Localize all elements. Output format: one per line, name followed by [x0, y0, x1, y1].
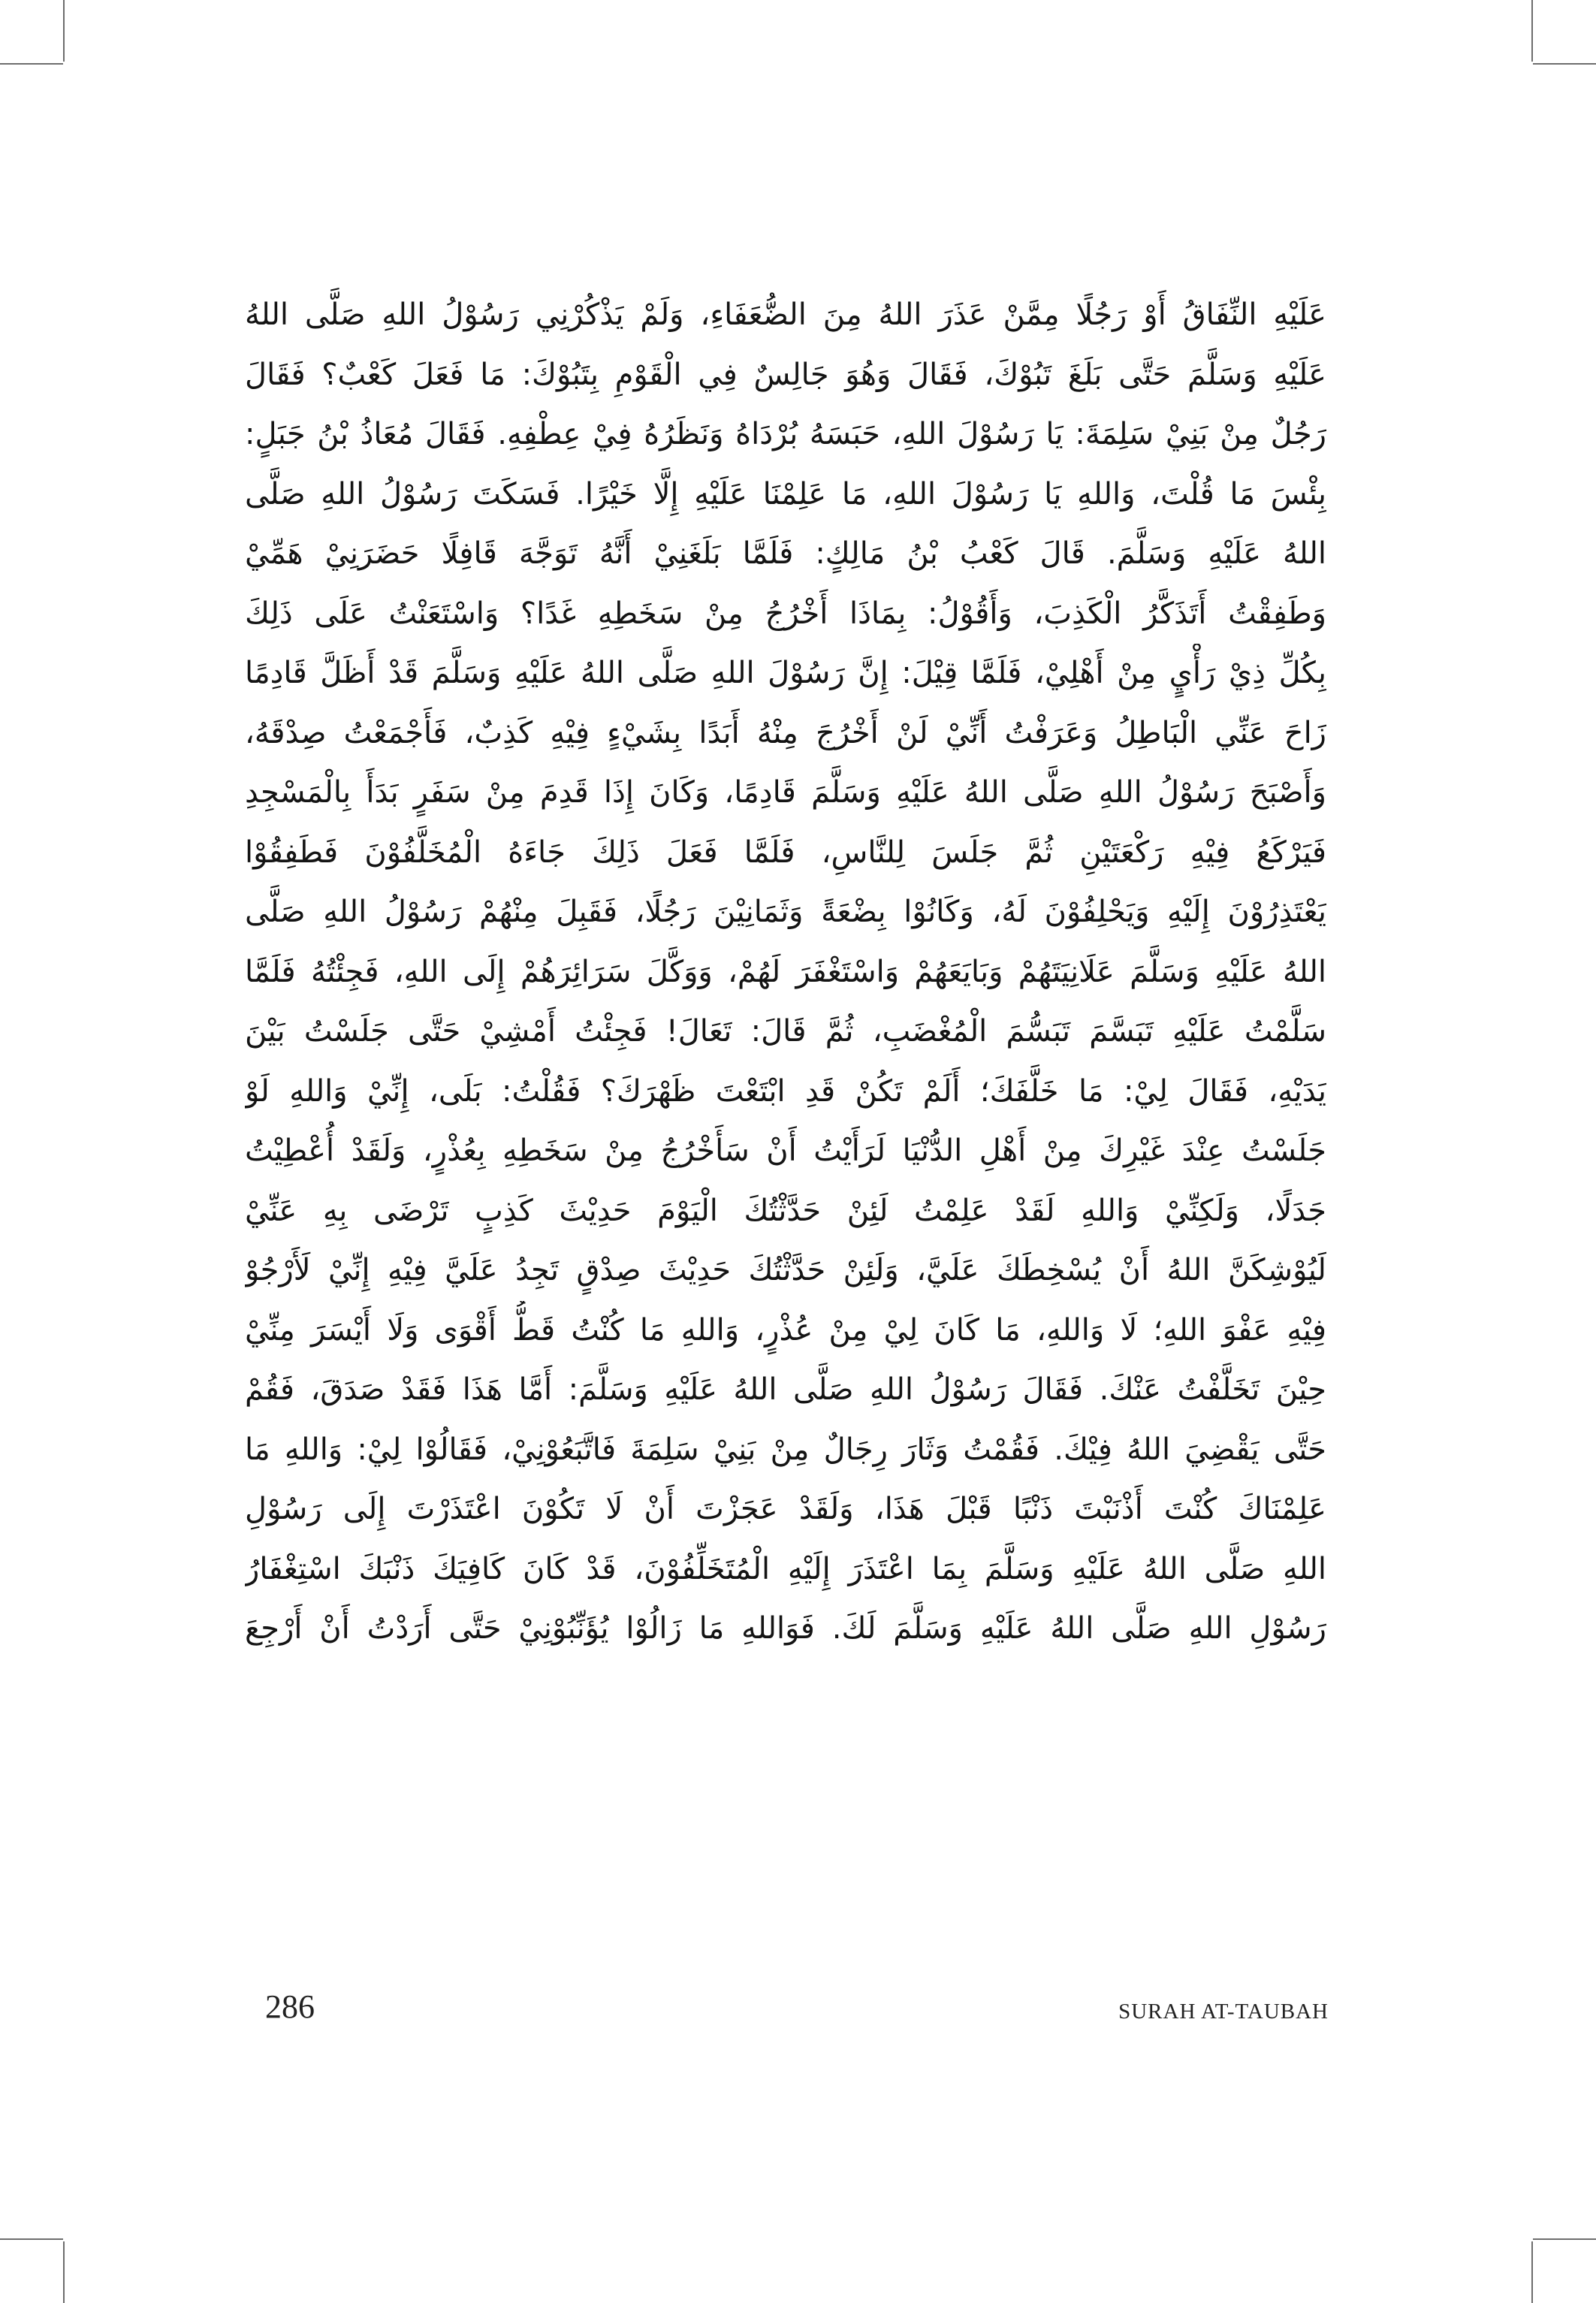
text-line: زَاحَ عَنِّي الْبَاطِلُ وَعَرَفْتُ أَنِّيْ لَنْ أَخْرُجَ مِنْهُ أَبَدًا بِشَيْءٍ فِيْهِ كَذِبٌ، فَأَجْمَعْتُ صِدْقَهُ، [245, 715, 1326, 750]
crop-mark-bottom-left-horizontal [0, 2238, 63, 2240]
text-line: بِكُلِّ ذِيْ رَأْيٍ مِنْ أَهْلِيْ، فَلَمَّا قِيْلَ: إِنَّ رَسُوْلَ اللهِ صَلَّى اللهُ عَلَيْهِ وَسَلَّمَ قَدْ أَظَلَّ قَادِمًا [245, 656, 1326, 690]
crop-mark-top-left-horizontal [0, 63, 63, 65]
text-line: جَدَلًا، وَلَكِنِّيْ وَاللهِ لَقَدْ عَلِمْتُ لَئِنْ حَدَّثْتُكَ الْيَوْمَ حَدِيْثَ كَذِبٍ تَرْضَى بِهِ عَنِّيْ [245, 1193, 1326, 1228]
page-number: 286 [265, 1988, 315, 2025]
text-line: يَدَيْهِ، فَقَالَ لِيْ: مَا خَلَّفَكَ؛ أَلَمْ تَكُنْ قَدِ ابْتَعْتَ ظَهْرَكَ؟ فَقُلْتُ: بَلَى، إِنِّيْ وَاللهِ لَوْ [245, 1073, 1326, 1109]
text-line: بِئْسَ مَا قُلْتَ، وَاللهِ يَا رَسُوْلَ اللهِ، مَا عَلِمْنَا عَلَيْهِ إِلَّا خَيْرًا. فَسَكَتَ رَسُوْلُ اللهِ صَلَّى [245, 476, 1326, 512]
text-line: فَيَرْكَعُ فِيْهِ رَكْعَتَيْنِ ثُمَّ جَلَسَ لِلنَّاسِ، فَلَمَّا فَعَلَ ذَلِكَ جَاءَهُ الْمُخَلَّفُوْنَ فَطَفِقُوْا [245, 835, 1326, 870]
text-line: فِيْهِ عَفْوَ اللهِ؛ لَا وَاللهِ، مَا كَانَ لِيْ مِنْ عُذْرٍ، وَاللهِ مَا كُنْتُ قَطُّ أَقْوَى وَلَا أَيْسَرَ مِنِّيْ [245, 1312, 1326, 1348]
crop-mark-bottom-right-vertical [1531, 2241, 1533, 2303]
text-line: عَلَيْهِ النِّفَاقُ أَوْ رَجُلًا مِمَّنْ عَذَرَ اللهُ مِنَ الضُّعَفَاءِ، وَلَمْ يَذْكُرْنِي رَسُوْلُ اللهِ صَلَّى اللهُ [245, 297, 1326, 332]
text-line: رَسُوْلِ اللهِ صَلَّى اللهُ عَلَيْهِ وَسَلَّمَ لَكَ. فَوَاللهِ مَا زَالُوْا يُؤَنِّبُوْنِيْ حَتَّى أَرَدْتُ أَنْ أَرْجِعَ [245, 1611, 1326, 1646]
text-line: يَعْتَذِرُوْنَ إِلَيْهِ وَيَحْلِفُوْنَ لَهُ، وَكَانُوْا بِضْعَةً وَثَمَانِيْنَ رَجُلًا، فَقَبِلَ مِنْهُمْ رَسُوْلُ اللهِ صَلَّى [245, 895, 1326, 929]
text-line: سَلَّمْتُ عَلَيْهِ تَبَسَّمَ تَبَسُّمَ الْمُغْضَبِ، ثُمَّ قَالَ: تَعَالَ! فَجِئْتُ أَمْشِيْ حَتَّى جَلَسْتُ بَيْنَ [245, 1014, 1326, 1049]
text-line: لَيُوْشِكَنَّ اللهُ أَنْ يُسْخِطَكَ عَلَيَّ، وَلَئِنْ حَدَّثْتُكَ حَدِيْثَ صِدْقٍ تَجِدُ عَلَيَّ فِيْهِ إِنِّيْ لَأَرْجُوْ [245, 1253, 1326, 1287]
running-footer-title: SURAH AT-TAUBAH [1118, 2000, 1329, 2024]
text-line: وَطَفِقْتُ أَتَذَكَّرُ الْكَذِبَ، وَأَقُوْلُ: بِمَاذَا أَخْرُجُ مِنْ سَخَطِهِ غَدًا؟ وَاسْتَعَنْتُ عَلَى ذَلِكَ [245, 596, 1326, 631]
crop-mark-top-left-vertical [63, 0, 65, 62]
text-line: اللهُ عَلَيْهِ وَسَلَّمَ عَلَانِيَتَهُمْ وَبَايَعَهُمْ وَاسْتَغْفَرَ لَهُمْ، وَوَكَّلَ سَرَائِرَهُمْ إِلَى اللهِ، فَجِئْتُهُ فَلَمَّا [245, 954, 1326, 989]
crop-mark-top-right-vertical [1531, 0, 1533, 62]
text-line: عَلَيْهِ وَسَلَّمَ حَتَّى بَلَغَ تَبُوْكَ، فَقَالَ وَهُوَ جَالِسٌ فِي الْقَوْمِ بِتَبُوْكَ: مَا فَعَلَ كَعْبٌ؟ فَقَالَ [245, 357, 1326, 392]
text-line: اللهِ صَلَّى اللهُ عَلَيْهِ وَسَلَّمَ بِمَا اعْتَذَرَ إِلَيْهِ الْمُتَخَلِّفُوْنَ، قَدْ كَانَ كَافِيَكَ ذَنْبَكَ اسْتِغْفَارُ [245, 1551, 1326, 1586]
text-line: حِيْنَ تَخَلَّفْتُ عَنْكَ. فَقَالَ رَسُوْلُ اللهِ صَلَّى اللهُ عَلَيْهِ وَسَلَّمَ: أَمَّا هَذَا فَقَدْ صَدَقَ، فَقُمْ [245, 1372, 1326, 1407]
crop-mark-bottom-right-horizontal [1533, 2238, 1596, 2240]
crop-mark-top-right-horizontal [1533, 63, 1596, 65]
text-line: وَأَصْبَحَ رَسُوْلُ اللهِ صَلَّى اللهُ عَلَيْهِ وَسَلَّمَ قَادِمًا، وَكَانَ إِذَا قَدِمَ مِنْ سَفَرٍ بَدَأَ بِالْمَسْجِدِ [245, 775, 1326, 810]
text-line: رَجُلٌ مِنْ بَنِيْ سَلِمَةَ: يَا رَسُوْلَ اللهِ، حَبَسَهُ بُرْدَاهُ وَنَظَرُهُ فِيْ عِطْفِهِ. فَقَالَ مُعَاذُ بْنُ جَبَلٍ: [245, 417, 1326, 451]
text-line: جَلَسْتُ عِنْدَ غَيْرِكَ مِنْ أَهْلِ الدُّنْيَا لَرَأَيْتُ أَنْ سَأَخْرُجُ مِنْ سَخَطِهِ بِعُذْرٍ، وَلَقَدْ أُعْطِيْتُ [245, 1133, 1326, 1168]
arabic-text-block [245, 285, 1326, 1659]
crop-mark-bottom-left-vertical [63, 2241, 65, 2303]
text-line: عَلِمْنَاكَ كُنْتَ أَذْنَبْتَ ذَنْبًا قَبْلَ هَذَا، وَلَقَدْ عَجَزْتَ أَنْ لَا تَكُوْنَ اعْتَذَرْتَ إِلَى رَسُوْلِ [245, 1492, 1326, 1526]
text-line: اللهُ عَلَيْهِ وَسَلَّمَ. قَالَ كَعْبُ بْنُ مَالِكٍ: فَلَمَّا بَلَغَنِيْ أَنَّهُ تَوَجَّهَ قَافِلًا حَضَرَنِيْ هَمِّيْ [245, 536, 1326, 571]
text-line: حَتَّى يَقْضِيَ اللهُ فِيْكَ. فَقُمْتُ وَثَارَ رِجَالٌ مِنْ بَنِيْ سَلِمَةَ فَاتَّبَعُوْنِيْ، فَقَالُوْا لِيْ: وَاللهِ مَا [245, 1432, 1326, 1467]
